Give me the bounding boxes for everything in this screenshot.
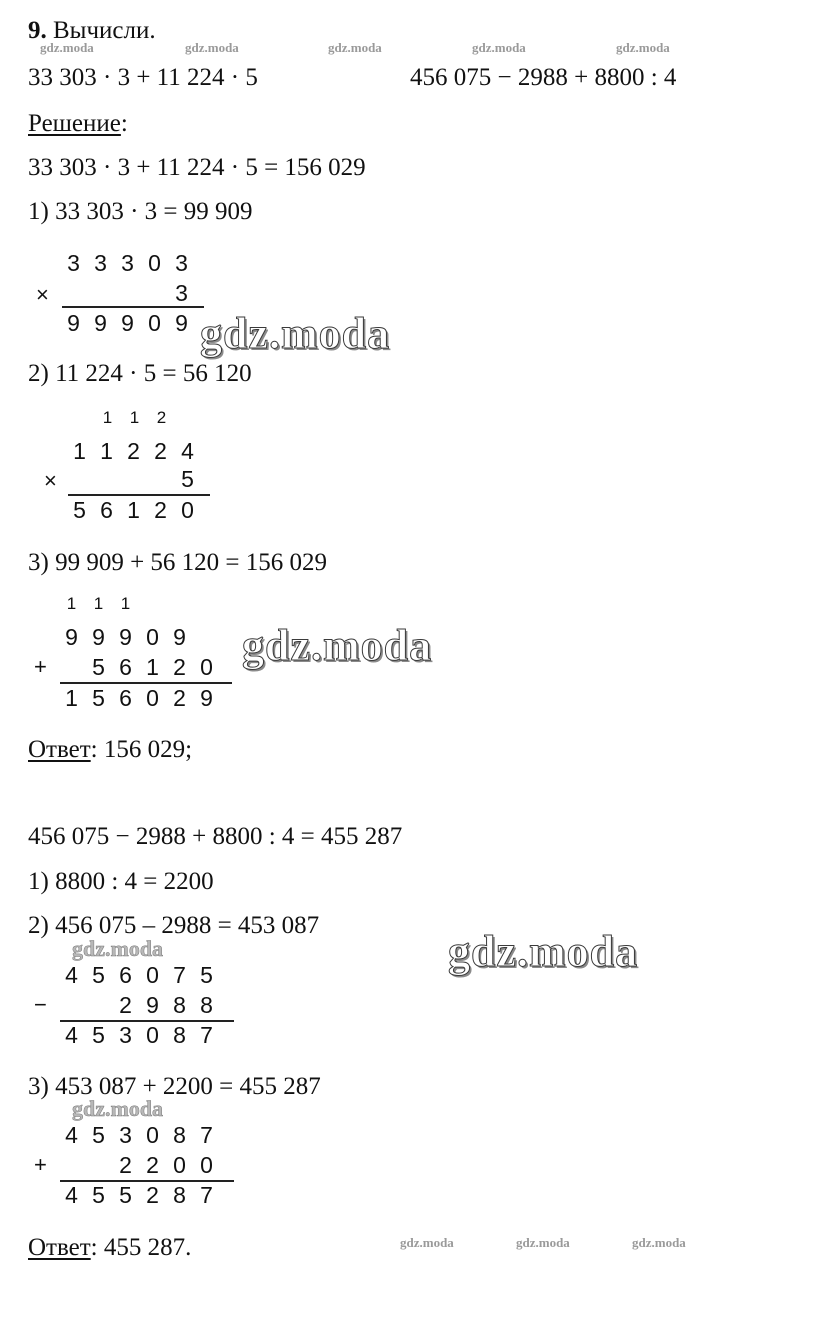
calc3-carry [58,594,139,614]
digit: 5 [92,962,105,988]
multiply-sign: × [44,468,57,493]
calc1-top [60,250,195,276]
calc1-result [60,310,195,336]
task-number: 9. [28,17,47,44]
digit: 4 [65,1182,78,1208]
digit: 0 [146,624,159,650]
part2-answer [28,1233,191,1263]
digit: 2 [173,685,186,711]
part2-full: 456 075 − 2988 + 8800 : 4 = 455 287 [28,823,403,850]
digit: 0 [173,1152,186,1178]
calc5-top [58,1122,220,1148]
watermark: gdz.moda [400,1235,454,1250]
digit: 7 [200,1122,213,1148]
digit: 1 [93,594,104,613]
digit: 3 [67,250,80,276]
digit: 4 [181,438,194,464]
watermark: gdz.moda [72,936,164,961]
digit: 1 [66,594,77,613]
digit: 5 [92,1122,105,1148]
part2-step2: 2) 456 075 – 2988 = 453 087 [28,912,320,939]
solution-label: Решение [28,110,121,137]
digit: 3 [119,1022,132,1048]
digit: 2 [119,1152,132,1178]
digit: 9 [121,310,134,336]
digit: 0 [146,962,159,988]
digit: 2 [146,1182,159,1208]
part1-step1: 1) 33 303 · 3 = 99 909 [28,198,253,225]
digit: 3 [121,250,134,276]
digit: 8 [173,1122,186,1148]
part1-step3: 3) 99 909 + 56 120 = 156 029 [28,549,328,576]
calc2-result [66,497,201,523]
answer-label: Ответ [28,1234,91,1261]
digit: 4 [65,1122,78,1148]
minus-sign: − [34,992,47,1017]
task-title: Вычисли. [53,17,156,44]
part2-step3: 3) 453 087 + 2200 = 455 287 [28,1073,321,1100]
digit: 9 [65,624,78,650]
digit: 9 [119,624,132,650]
watermark: gdz.moda [72,1096,164,1121]
calc2-rule [68,494,210,496]
digit: 2 [173,654,186,680]
plus-sign: + [34,1152,47,1177]
expression-1: 33 303 · 3 + 11 224 · 5 [28,64,258,91]
digit: 4 [65,1022,78,1048]
digit: 5 [92,1182,105,1208]
calc2-carry [94,408,175,428]
answer-value: : 156 029; [90,736,193,763]
digit: 0 [148,250,161,276]
digit: 3 [94,250,107,276]
digit: 7 [173,962,186,988]
calc3-rule [60,682,232,684]
digit: 9 [94,310,107,336]
watermark: gdz.moda [328,40,382,55]
digit: 5 [92,685,105,711]
watermark: gdz.moda [40,40,94,55]
part2-step1: 1) 8800 : 4 = 2200 [28,868,214,895]
part1-full: 33 303 · 3 + 11 224 · 5 = 156 029 [28,154,366,181]
digit: 7 [200,1182,213,1208]
watermark-large: gdz.moda [448,927,639,976]
digit: 1 [127,497,140,523]
digit: 5 [73,497,86,523]
digit: 5 [92,654,105,680]
digit: 9 [146,992,159,1018]
digit: 0 [146,1022,159,1048]
calc2-bottom [174,466,201,492]
digit: 9 [200,685,213,711]
watermark-large: gdz.moda [242,621,433,670]
digit: 3 [175,250,188,276]
digit: 2 [156,408,167,427]
digit: 3 [119,1122,132,1148]
answer-label: Ответ [28,736,91,763]
calc2-top [66,438,201,464]
digit: 8 [200,992,213,1018]
part1-answer [28,735,192,765]
digit: 1 [65,685,78,711]
digit: 5 [119,1182,132,1208]
digit: 1 [100,438,113,464]
digit: 0 [148,310,161,336]
digit: 0 [146,685,159,711]
watermark: gdz.moda [616,40,670,55]
digit: 8 [173,1182,186,1208]
digit: 2 [146,1152,159,1178]
calc5-bottom [112,1152,220,1178]
digit: 1 [146,654,159,680]
calc4-top [58,962,220,988]
digit: 0 [146,1122,159,1148]
digit: 1 [73,438,86,464]
digit: 1 [102,408,113,427]
calc3-bottom [85,654,220,680]
digit: 0 [200,654,213,680]
digit: 9 [173,624,186,650]
part1-step2: 2) 11 224 · 5 = 56 120 [28,360,252,387]
digit: 5 [181,466,194,492]
expression-2: 456 075 − 2988 + 8800 : 4 [410,64,677,91]
digit: 5 [92,1022,105,1048]
calc3-result [58,685,220,711]
digit: 2 [119,992,132,1018]
digit: 9 [92,624,105,650]
watermark: gdz.moda [185,40,239,55]
calc1-bottom [168,280,195,306]
plus-sign: + [34,654,47,679]
digit: 6 [119,654,132,680]
digit: 0 [181,497,194,523]
digit: 1 [120,594,131,613]
digit: 6 [119,685,132,711]
calc3-top [58,624,193,650]
digit: 3 [175,280,188,306]
calc4-bottom [112,992,220,1018]
digit: 2 [154,438,167,464]
calc4-result [58,1022,220,1048]
digit: 5 [200,962,213,988]
digit: 2 [154,497,167,523]
digit: 0 [200,1152,213,1178]
digit: 2 [127,438,140,464]
digit: 8 [173,1022,186,1048]
digit: 8 [173,992,186,1018]
digit: 1 [129,408,140,427]
multiply-sign: × [36,282,49,307]
calc1-rule [62,306,204,308]
answer-value: : 455 287. [90,1234,192,1261]
digit: 4 [65,962,78,988]
digit: 9 [175,310,188,336]
watermark: gdz.moda [472,40,526,55]
watermark: gdz.moda [516,1235,570,1250]
digit: 6 [100,497,113,523]
watermark-large: gdz.moda [200,309,391,358]
calc5-result [58,1182,220,1208]
digit: 9 [67,310,80,336]
watermark: gdz.moda [632,1235,686,1250]
solution-colon: : [120,110,128,137]
digit: 7 [200,1022,213,1048]
digit: 6 [119,962,132,988]
solution-heading [28,109,128,139]
